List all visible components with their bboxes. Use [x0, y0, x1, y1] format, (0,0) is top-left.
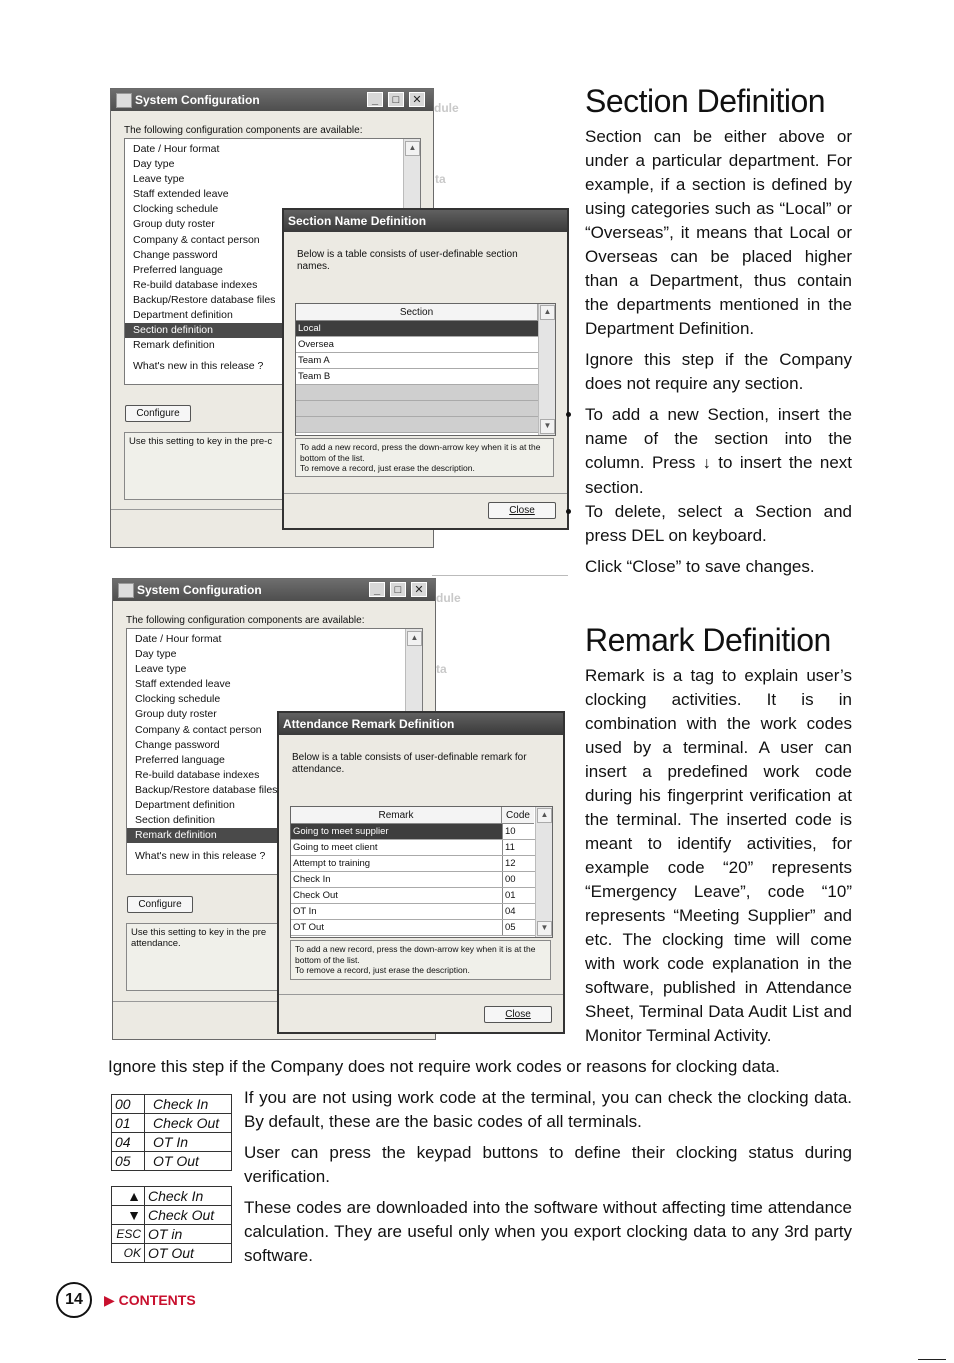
play-icon: ▶ [104, 1292, 115, 1308]
bullet-text: to insert the next section. [585, 453, 853, 497]
keypad-codes-table [111, 1186, 232, 1263]
app-icon [116, 93, 132, 108]
help-line: To add a new record, press the down-arrow key when it is at the bottom of the list. [300, 442, 541, 463]
remark-row[interactable] [291, 904, 535, 920]
section-row[interactable]: Team A [296, 353, 538, 369]
section-row[interactable] [296, 417, 538, 433]
dialog-title: Section Name Definition [284, 210, 567, 232]
config-list-item[interactable]: Staff extended leave [133, 188, 229, 201]
bullet-delete: To delete, select a Section and press DEL on keyboard. [585, 500, 852, 548]
key-cell: ESC [112, 1225, 145, 1244]
dialog-divider [279, 994, 563, 995]
window-title: System Configuration [135, 93, 260, 107]
column-header-section: Section [296, 304, 538, 321]
config-list-item[interactable]: Group duty roster [135, 708, 217, 721]
config-list-item[interactable]: Clocking schedule [135, 693, 221, 706]
scroll-down-icon[interactable]: ▼ [537, 921, 552, 936]
remark-cell[interactable]: OT Out [291, 920, 503, 935]
scroll-up-icon[interactable]: ▲ [540, 305, 555, 320]
bullet-add [585, 403, 852, 500]
whats-new-item[interactable]: What's new in this release ? [135, 850, 266, 863]
label-cell: Check Out [145, 1114, 232, 1133]
remark-table[interactable] [290, 806, 553, 938]
config-intro: The following configuration components are available: [124, 125, 363, 136]
config-list-item[interactable]: Remark definition [133, 339, 215, 352]
help-line: To remove a record, just erase the description. [300, 463, 475, 473]
remark-row[interactable] [291, 824, 535, 840]
label-cell: Check In [145, 1187, 232, 1206]
table-row [112, 1095, 232, 1114]
page-number-text: 14 [65, 1291, 83, 1308]
table-row [112, 1152, 232, 1171]
table-row [112, 1206, 232, 1225]
page-number [56, 1282, 92, 1318]
config-list-item[interactable]: Staff extended leave [135, 678, 231, 691]
scrollbar[interactable] [535, 807, 552, 937]
config-list-item[interactable]: Day type [135, 648, 177, 661]
help-line: To remove a record, just erase the description. [295, 965, 470, 975]
config-list-item[interactable]: Re-build database indexes [135, 768, 260, 781]
config-list-item[interactable]: Leave type [133, 173, 185, 186]
code-cell: 00 [112, 1095, 145, 1114]
contents-link[interactable] [104, 1292, 196, 1309]
config-list-item[interactable]: Section definition [125, 323, 420, 338]
dialog-help-panel [290, 940, 551, 980]
config-list-item[interactable]: Clocking schedule [133, 203, 219, 216]
code-cell: 01 [112, 1114, 145, 1133]
code-cell[interactable]: 04 [505, 906, 516, 917]
help-text: Use this setting to key in the pre-c [129, 436, 273, 447]
help-text: Use this setting to key in the pre [131, 927, 267, 938]
maximize-icon[interactable]: □ [388, 92, 404, 107]
remark-row[interactable] [291, 888, 535, 904]
section-row[interactable] [296, 401, 538, 417]
help-line: To add a new record, press the down-arrow key when it is at the bottom of the list. [295, 944, 536, 965]
app-icon [118, 583, 134, 598]
section-body [585, 125, 852, 586]
code-cell[interactable]: 05 [505, 922, 516, 933]
config-list-item[interactable]: Department definition [133, 309, 233, 322]
table-row [112, 1225, 232, 1244]
close-button[interactable]: Close [488, 502, 556, 519]
remark-cell[interactable]: OT In [291, 904, 503, 919]
ghost-text: ta [435, 172, 446, 186]
remark-cell[interactable]: Check Out [291, 888, 503, 903]
remark-cell[interactable]: Going to meet supplier [291, 824, 503, 839]
remark-cell[interactable]: Check In [291, 872, 503, 887]
config-list-item[interactable]: Company & contact person [133, 233, 260, 246]
minimize-icon[interactable]: _ [369, 582, 385, 597]
scrollbar[interactable] [538, 304, 555, 435]
code-cell[interactable]: 11 [505, 842, 515, 853]
label-cell: OT Out [145, 1152, 232, 1171]
config-list-item[interactable]: Date / Hour format [135, 633, 222, 645]
remark-cell[interactable]: Going to meet client [291, 840, 503, 855]
configure-button[interactable]: Configure [127, 896, 193, 913]
remark-body [585, 664, 852, 1055]
code-cell[interactable]: 01 [505, 890, 516, 901]
bottom-text [244, 1086, 852, 1275]
work-codes-table [111, 1094, 232, 1171]
remark-cell[interactable]: Attempt to training [291, 856, 503, 871]
divider [432, 575, 568, 576]
paragraph: Remark is a tag to explain user’s clocking activities. It is in combination with the work codes used by a terminal. A user can insert a predefined work code during his fingerprint verification at the terminal. The inserted code is meant to identify activities, for example code “20” represents “Emergency Leave”, code “10” represents “Meeting Supplier” and etc. The clocking time will come with work code explanation in the software, published in Attendance Sheet, Terminal Data Audit List and Monitor Terminal Activity. [585, 666, 852, 1045]
config-list-item[interactable]: Re-build database indexes [133, 278, 258, 291]
code-cell: 04 [112, 1133, 145, 1152]
column-header-code: Code [502, 807, 534, 824]
close-icon[interactable]: ✕ [411, 582, 427, 597]
ghost-text: dule [434, 101, 459, 115]
config-list-item[interactable]: Backup/Restore database files [133, 293, 276, 306]
label-cell: Check In [145, 1095, 232, 1114]
window-titlebar [113, 579, 435, 601]
config-list-item[interactable]: Preferred language [133, 263, 223, 276]
contents-label[interactable]: CONTENTS [118, 1292, 196, 1308]
table-row [112, 1114, 232, 1133]
code-cell[interactable]: 00 [505, 874, 516, 885]
config-list-item[interactable]: Day type [133, 158, 175, 171]
corner-mark [918, 1359, 946, 1360]
dialog-intro: Below is a table consists of user-definable section names. [297, 249, 518, 272]
key-cell: OK [112, 1244, 145, 1263]
table-row [112, 1133, 232, 1152]
window-title: System Configuration [137, 583, 262, 597]
section-heading: Section Definition [585, 83, 826, 119]
scroll-up-icon[interactable]: ▲ [407, 631, 422, 646]
section-name-definition-dialog [282, 208, 569, 530]
maximize-icon[interactable]: □ [390, 582, 406, 597]
paragraph: User can press the keypad buttons to define their clocking status during verification. [244, 1143, 852, 1186]
section-row[interactable]: Oversea [296, 337, 538, 353]
paragraph: These codes are downloaded into the software without affecting time attendance calculation. They are useful only when you export clocking data to any 3rd party software. [244, 1198, 852, 1265]
config-list-item[interactable]: Change password [133, 248, 218, 261]
ignore-line: Ignore this step if the Company does not require work codes or reasons for clocking data. [108, 1057, 780, 1076]
dialog-title: Attendance Remark Definition [279, 713, 563, 735]
label-cell: OT in [145, 1225, 232, 1244]
dialog-intro: Below is a table consists of user-definable remark for attendance. [292, 752, 527, 775]
minimize-icon[interactable]: _ [367, 92, 383, 107]
config-list-item[interactable]: Preferred language [135, 753, 225, 766]
paragraph: If you are not using work code at the terminal, you can check the clocking data. By default, these are the basic codes of all terminals. [244, 1088, 852, 1131]
config-list-item[interactable]: Date / Hour format [133, 143, 220, 155]
config-intro: The following configuration components are available: [126, 615, 365, 626]
help-text: attendance. [131, 938, 181, 949]
remark-row[interactable] [291, 840, 535, 856]
dialog-help-panel [295, 438, 554, 477]
attendance-remark-definition-dialog [277, 711, 565, 1034]
paragraph: Ignore this step if the Company does not require any section. [585, 350, 852, 393]
table-row [112, 1187, 232, 1206]
bullet-text: To add a new Section, insert the name of the section into the column. Press [585, 405, 852, 472]
config-list-item[interactable]: Group duty roster [133, 218, 215, 231]
remark-row[interactable] [291, 872, 535, 888]
config-list-item[interactable]: Backup/Restore database files [135, 783, 278, 796]
config-list-item[interactable]: Department definition [135, 799, 235, 812]
config-list-item[interactable]: Remark definition [127, 828, 422, 843]
config-list-item[interactable]: Leave type [135, 663, 187, 676]
config-list-item[interactable]: Section definition [135, 814, 215, 827]
code-cell[interactable]: 10 [505, 826, 516, 837]
code-cell[interactable]: 12 [505, 858, 516, 869]
remark-row[interactable] [291, 920, 535, 936]
paragraph: Click “Close” to save changes. [585, 557, 815, 576]
label-cell: OT In [145, 1133, 232, 1152]
table-row [112, 1244, 232, 1263]
label-cell: Check Out [145, 1206, 232, 1225]
section-row[interactable]: Team B [296, 369, 538, 385]
down-arrow-icon: ↓ [702, 455, 711, 472]
code-cell: 05 [112, 1152, 145, 1171]
label-cell: OT Out [145, 1244, 232, 1263]
dialog-divider [284, 493, 567, 494]
scroll-up-icon[interactable]: ▲ [537, 808, 552, 823]
close-button[interactable]: Close [484, 1006, 552, 1023]
up-arrow-icon: ▲ [112, 1187, 145, 1206]
ghost-text: dule [436, 591, 461, 605]
close-icon[interactable]: ✕ [409, 92, 425, 107]
ghost-text: ta [436, 662, 447, 676]
section-table[interactable] [295, 303, 556, 436]
down-arrow-icon: ▼ [112, 1206, 145, 1225]
whats-new-item[interactable]: What's new in this release ? [133, 360, 264, 373]
scroll-up-icon[interactable]: ▲ [405, 141, 420, 156]
config-list-item[interactable]: Change password [135, 738, 220, 751]
section-row[interactable] [296, 385, 538, 401]
remark-heading: Remark Definition [585, 622, 831, 658]
paragraph: Section can be either above or under a particular department. For example, if a section is defined by using categories such as “Local” or “Overseas”, it means that Local or Overseas can be placed higher than a Department, thus contain the departments mentioned in the Department Definition. [585, 127, 852, 338]
window-titlebar [111, 89, 433, 111]
config-list-item[interactable]: Company & contact person [135, 723, 262, 736]
section-row[interactable]: Local [296, 321, 538, 337]
scroll-down-icon[interactable]: ▼ [540, 419, 555, 434]
configure-button[interactable]: Configure [125, 405, 191, 422]
column-header-remark: Remark [291, 807, 502, 824]
remark-row[interactable] [291, 856, 535, 872]
